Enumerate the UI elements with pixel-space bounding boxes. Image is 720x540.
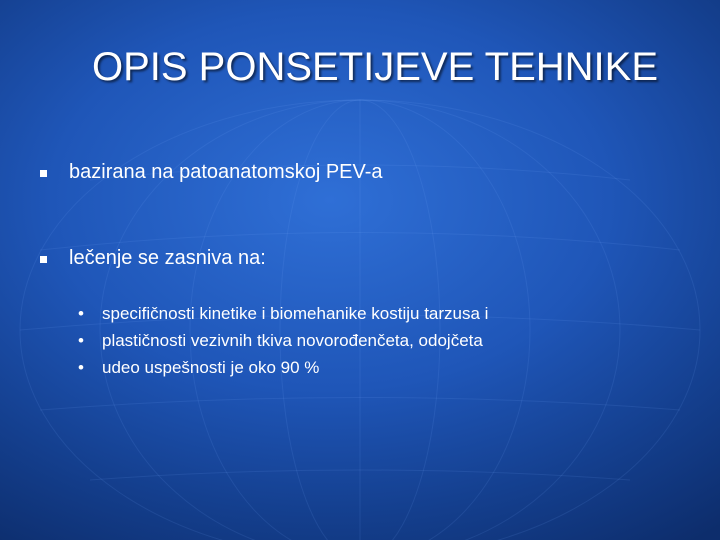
round-bullet-icon: • <box>78 358 84 377</box>
round-bullet-icon: • <box>78 331 84 350</box>
sub-bullet-text: plastičnosti vezivnih tkiva novorođenčeta, odojčeta <box>102 331 483 350</box>
sub-bullet-text: specifičnosti kinetike i biomehanike kostiju tarzusa i <box>102 304 489 323</box>
sub-bullet-item <box>78 354 488 381</box>
bullet-text: lečenje se zasniva na: <box>69 247 266 269</box>
bullet-text: bazirana na patoanatomskoj PEV-a <box>69 161 383 183</box>
square-bullet-icon <box>40 256 47 263</box>
sub-bullet-text: udeo uspešnosti je oko 90 % <box>102 358 320 377</box>
bullet-item <box>40 160 383 184</box>
slide-title: OPIS PONSETIJEVE TEHNIKE <box>91 45 659 89</box>
bullet-item <box>40 246 266 270</box>
round-bullet-icon: • <box>78 304 84 323</box>
square-bullet-icon <box>40 170 47 177</box>
sub-bullet-list <box>78 300 488 381</box>
sub-bullet-item <box>78 300 488 327</box>
sub-bullet-item <box>78 327 488 354</box>
